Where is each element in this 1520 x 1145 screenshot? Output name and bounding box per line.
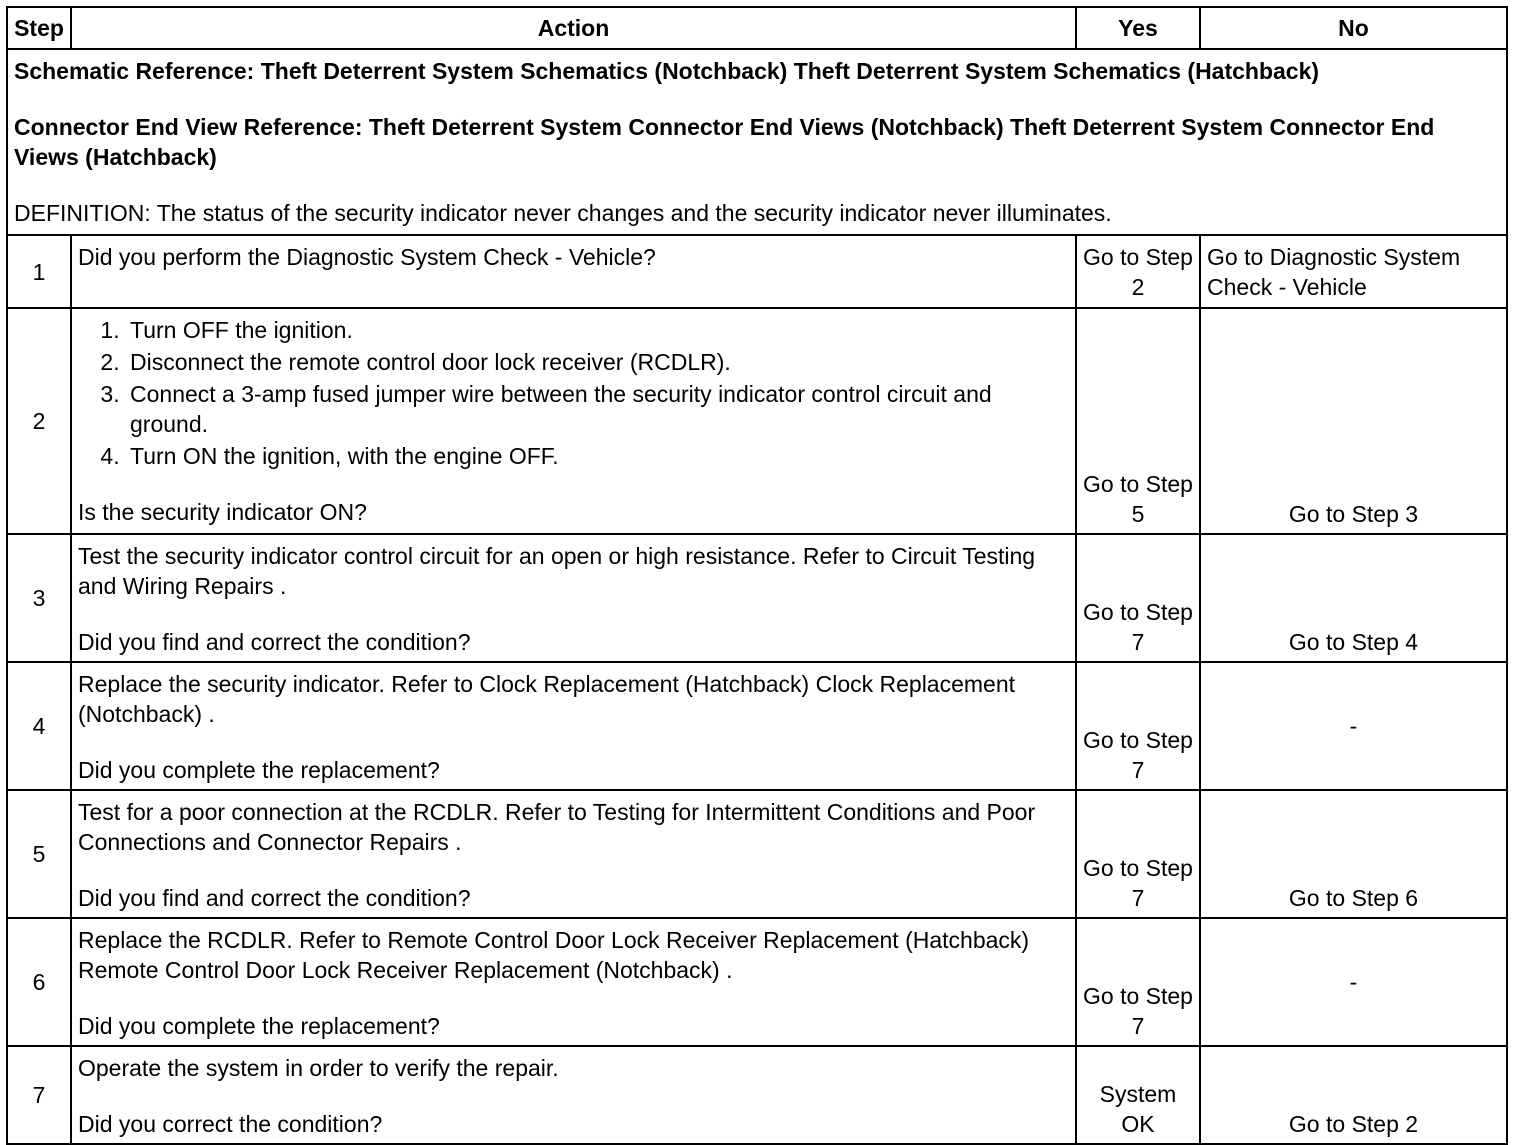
action-cell [71, 790, 1076, 918]
step-number: 5 [7, 790, 71, 918]
no-cell: - [1200, 918, 1507, 1046]
header-action: Action [71, 7, 1076, 49]
header-step: Step [7, 7, 71, 49]
action-cell [71, 534, 1076, 662]
action-cell [71, 1046, 1076, 1144]
action-question: Did you find and correct the condition? [78, 885, 471, 911]
action-cell [71, 918, 1076, 1046]
no-cell: Go to Step 3 [1200, 308, 1507, 534]
list-item: 1. Turn OFF the ignition. [126, 315, 1069, 345]
step-number: 4 [7, 662, 71, 790]
table-row [7, 662, 1507, 790]
header-yes: Yes [1076, 7, 1200, 49]
step-number: 7 [7, 1046, 71, 1144]
intro-cell [7, 49, 1507, 235]
step-number: 2 [7, 308, 71, 534]
table-row [7, 918, 1507, 1046]
action-question: Is the security indicator ON? [78, 499, 367, 525]
no-cell: - [1200, 662, 1507, 790]
action-text: Test for a poor connection at the RCDLR. Refer to Testing for Intermittent Conditions and Poor Connections and Connector Repairs . [78, 799, 1036, 855]
action-question: Did you correct the condition? [78, 1111, 383, 1137]
procedure-list [78, 315, 1069, 471]
no-cell: Go to Diagnostic System Check - Vehicle [1200, 235, 1507, 308]
action-text: Operate the system in order to verify the repair. [78, 1055, 559, 1081]
table-row [7, 790, 1507, 918]
no-cell: Go to Step 2 [1200, 1046, 1507, 1144]
action-cell [71, 235, 1076, 308]
diagnostic-table [6, 6, 1508, 1145]
step-number: 3 [7, 534, 71, 662]
list-item: 3. Connect a 3-amp fused jumper wire between the security indicator control circuit and ground. [126, 379, 1069, 439]
action-text: Replace the security indicator. Refer to Clock Replacement (Hatchback) Clock Replacement (Notchback) . [78, 671, 1016, 727]
list-item: 4. Turn ON the ignition, with the engine OFF. [126, 441, 1069, 471]
action-text: Did you perform the Diagnostic System Check - Vehicle? [78, 244, 656, 270]
yes-cell: System OK [1076, 1046, 1200, 1144]
table-row [7, 1046, 1507, 1144]
yes-cell: Go to Step 5 [1076, 308, 1200, 534]
yes-cell: Go to Step 7 [1076, 790, 1200, 918]
action-text: Test the security indicator control circuit for an open or high resistance. Refer to Circuit Testing and Wiring Repairs . [78, 543, 1036, 599]
yes-cell: Go to Step 7 [1076, 534, 1200, 662]
yes-cell: Go to Step 2 [1076, 235, 1200, 308]
step-number: 6 [7, 918, 71, 1046]
action-cell [71, 308, 1076, 534]
no-cell: Go to Step 6 [1200, 790, 1507, 918]
yes-cell: Go to Step 7 [1076, 918, 1200, 1046]
header-row [7, 7, 1507, 49]
list-item: 2. Disconnect the remote control door lock receiver (RCDLR). [126, 347, 1069, 377]
intro-row [7, 49, 1507, 235]
action-question: Did you find and correct the condition? [78, 629, 471, 655]
definition: DEFINITION: The status of the security indicator never changes and the security indicator never illuminates. [14, 200, 1112, 226]
action-question: Did you complete the replacement? [78, 757, 440, 783]
table-row [7, 308, 1507, 534]
action-text: Replace the RCDLR. Refer to Remote Control Door Lock Receiver Replacement (Hatchback) Remote Control Door Lock Receiver Replacement (Notchback) . [78, 927, 1030, 983]
table-row [7, 235, 1507, 308]
step-number: 1 [7, 235, 71, 308]
action-question: Did you complete the replacement? [78, 1013, 440, 1039]
no-cell: Go to Step 4 [1200, 534, 1507, 662]
schematic-reference: Schematic Reference: Theft Deterrent System Schematics (Notchback) Theft Deterrent System Schematics (Hatchback) [14, 58, 1320, 84]
action-cell [71, 662, 1076, 790]
header-no: No [1200, 7, 1507, 49]
table-row [7, 534, 1507, 662]
connector-reference: Connector End View Reference: Theft Deterrent System Connector End Views (Notchback) Theft Deterrent System Connector End Views (Hatchback) [14, 114, 1435, 170]
yes-cell: Go to Step 7 [1076, 662, 1200, 790]
